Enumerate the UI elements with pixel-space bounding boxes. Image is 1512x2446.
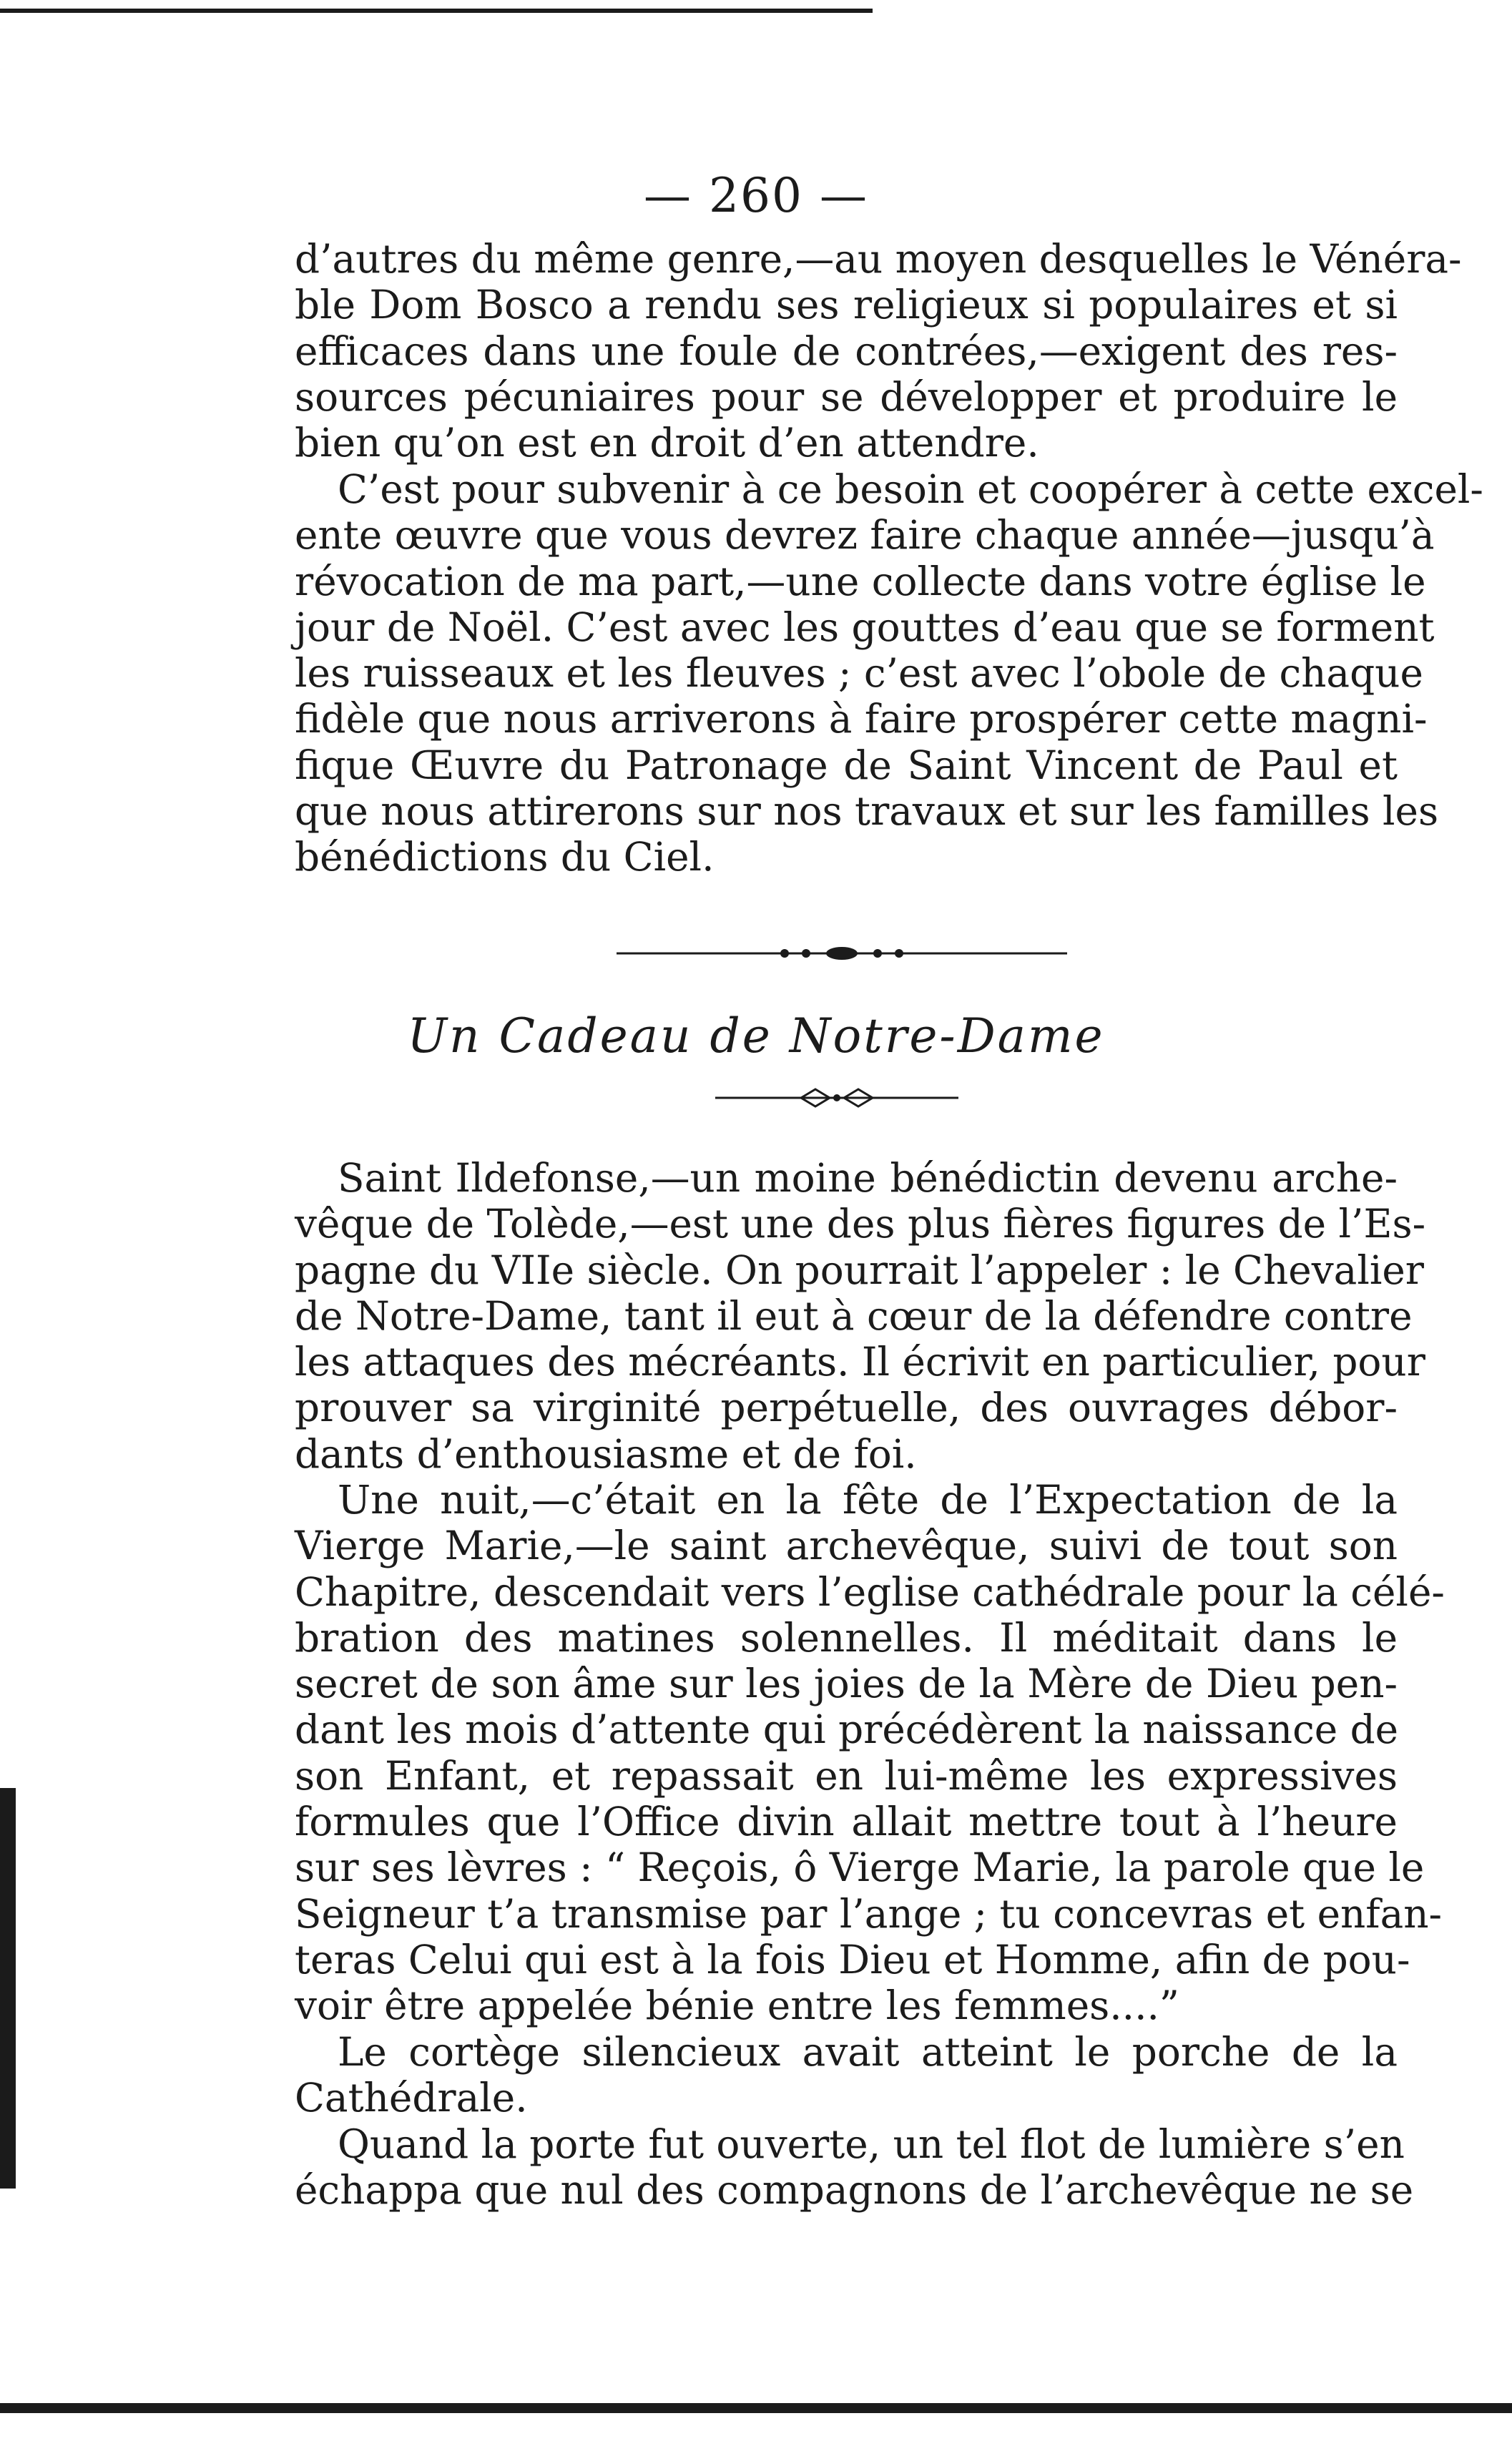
text-line: sources pécuniaires pour se développer et produire le xyxy=(295,373,1398,420)
text-line: ente œuvre que vous devrez faire chaque année—jusqu’à xyxy=(295,512,1435,559)
text-line: fidèle que nous arriverons à faire prospérer cette magni- xyxy=(295,696,1428,742)
text-line: secret de son âme sur les joies de la Mère de Dieu pen- xyxy=(295,1661,1398,1707)
text-line: d’autres du même genre,—au moyen desquelles le Vénéra- xyxy=(295,236,1462,282)
paragraph-4 xyxy=(295,1477,1445,2029)
text-line: sur ses lèvres : “ Reçois, ô Vierge Marie, la parole que le xyxy=(295,1845,1425,1891)
paragraph-2 xyxy=(295,466,1483,880)
text-line: Vierge Marie,—le saint archevêque, suivi de tout son xyxy=(295,1523,1398,1569)
text-line: Cathédrale. xyxy=(295,2075,528,2121)
paragraph-1 xyxy=(295,236,1462,466)
text-line: Chapitre, descendait vers l’eglise cathédrale pour la célé- xyxy=(295,1568,1445,1615)
text-line: dant les mois d’attente qui précédèrent la naissance de xyxy=(295,1706,1399,1753)
left-scan-edge xyxy=(0,1788,16,2189)
paragraph-3 xyxy=(295,1155,1426,1477)
text-line: de Notre-Dame, tant il eut à cœur de la défendre contre xyxy=(295,1292,1413,1339)
text-line: jour de Noël. C’est avec les gouttes d’eau que se forment xyxy=(295,604,1435,650)
text-line: les attaques des mécréants. Il écrivit en particulier, pour xyxy=(295,1339,1425,1385)
page-number: — 260 — xyxy=(644,168,868,223)
text-line: ble Dom Bosco a rendu ses religieux si populaires et si xyxy=(295,282,1398,328)
text-line: voir être appelée bénie entre les femmes....” xyxy=(295,1983,1179,2029)
section-separator xyxy=(617,943,1067,964)
text-line: révocation de ma part,—une collecte dans votre église le xyxy=(295,558,1426,604)
text-line: Le cortège silencieux avait atteint le porche de la xyxy=(338,2029,1398,2075)
text-line: formules que l’Office divin allait mettre tout à l’heure xyxy=(295,1799,1398,1845)
top-scan-rule xyxy=(0,9,873,13)
text-line: efficaces dans une foule de contrées,—exigent des res- xyxy=(295,328,1398,374)
text-line: que nous attirerons sur nos travaux et sur les familles les xyxy=(295,788,1439,835)
paragraph-5 xyxy=(295,2029,1398,2121)
text-line: prouver sa virginité perpétuelle, des ouvrages débor- xyxy=(295,1385,1398,1431)
bottom-scan-rule xyxy=(0,2403,1512,2413)
text-line: Saint Ildefonse,—un moine bénédictin devenu arche- xyxy=(338,1155,1398,1201)
text-line: vêque de Tolède,—est une des plus fières figures de l’Es- xyxy=(295,1201,1426,1247)
text-line: bien qu’on est en droit d’en attendre. xyxy=(295,420,1039,466)
text-line: teras Celui qui est à la fois Dieu et Homme, afin de pou- xyxy=(295,1936,1410,1983)
text-line: Quand la porte fut ouverte, un tel flot de lumière s’en xyxy=(338,2121,1405,2167)
text-line: échappa que nul des compagnons de l’archevêque ne se xyxy=(295,2167,1414,2214)
text-line: Seigneur t’a transmise par l’ange ; tu concevras et enfan- xyxy=(295,1890,1443,1937)
paragraph-6 xyxy=(295,2121,1414,2214)
text-line: son Enfant, et repassait en lui-même les expressives xyxy=(295,1752,1398,1799)
text-line: dants d’enthousiasme et de foi. xyxy=(295,1430,917,1477)
text-line: bration des matines solennelles. Il méditait dans le xyxy=(295,1614,1398,1661)
text-line: Une nuit,—c’était en la fête de l’Expectation de la xyxy=(338,1477,1398,1523)
section-heading: Un Cadeau de Notre-Dame xyxy=(407,1008,1105,1064)
text-line: bénédictions du Ciel. xyxy=(295,834,715,880)
heading-ornament xyxy=(715,1084,958,1112)
text-line: les ruisseaux et les fleuves ; c’est avec l’obole de chaque xyxy=(295,650,1423,697)
text-line: pagne du VIIe siècle. On pourrait l’appeler : le Chevalier xyxy=(295,1247,1424,1293)
text-line: C’est pour subvenir à ce besoin et coopérer à cette excel- xyxy=(338,466,1483,512)
text-line: fique Œuvre du Patronage de Saint Vincent de Paul et xyxy=(295,742,1398,788)
